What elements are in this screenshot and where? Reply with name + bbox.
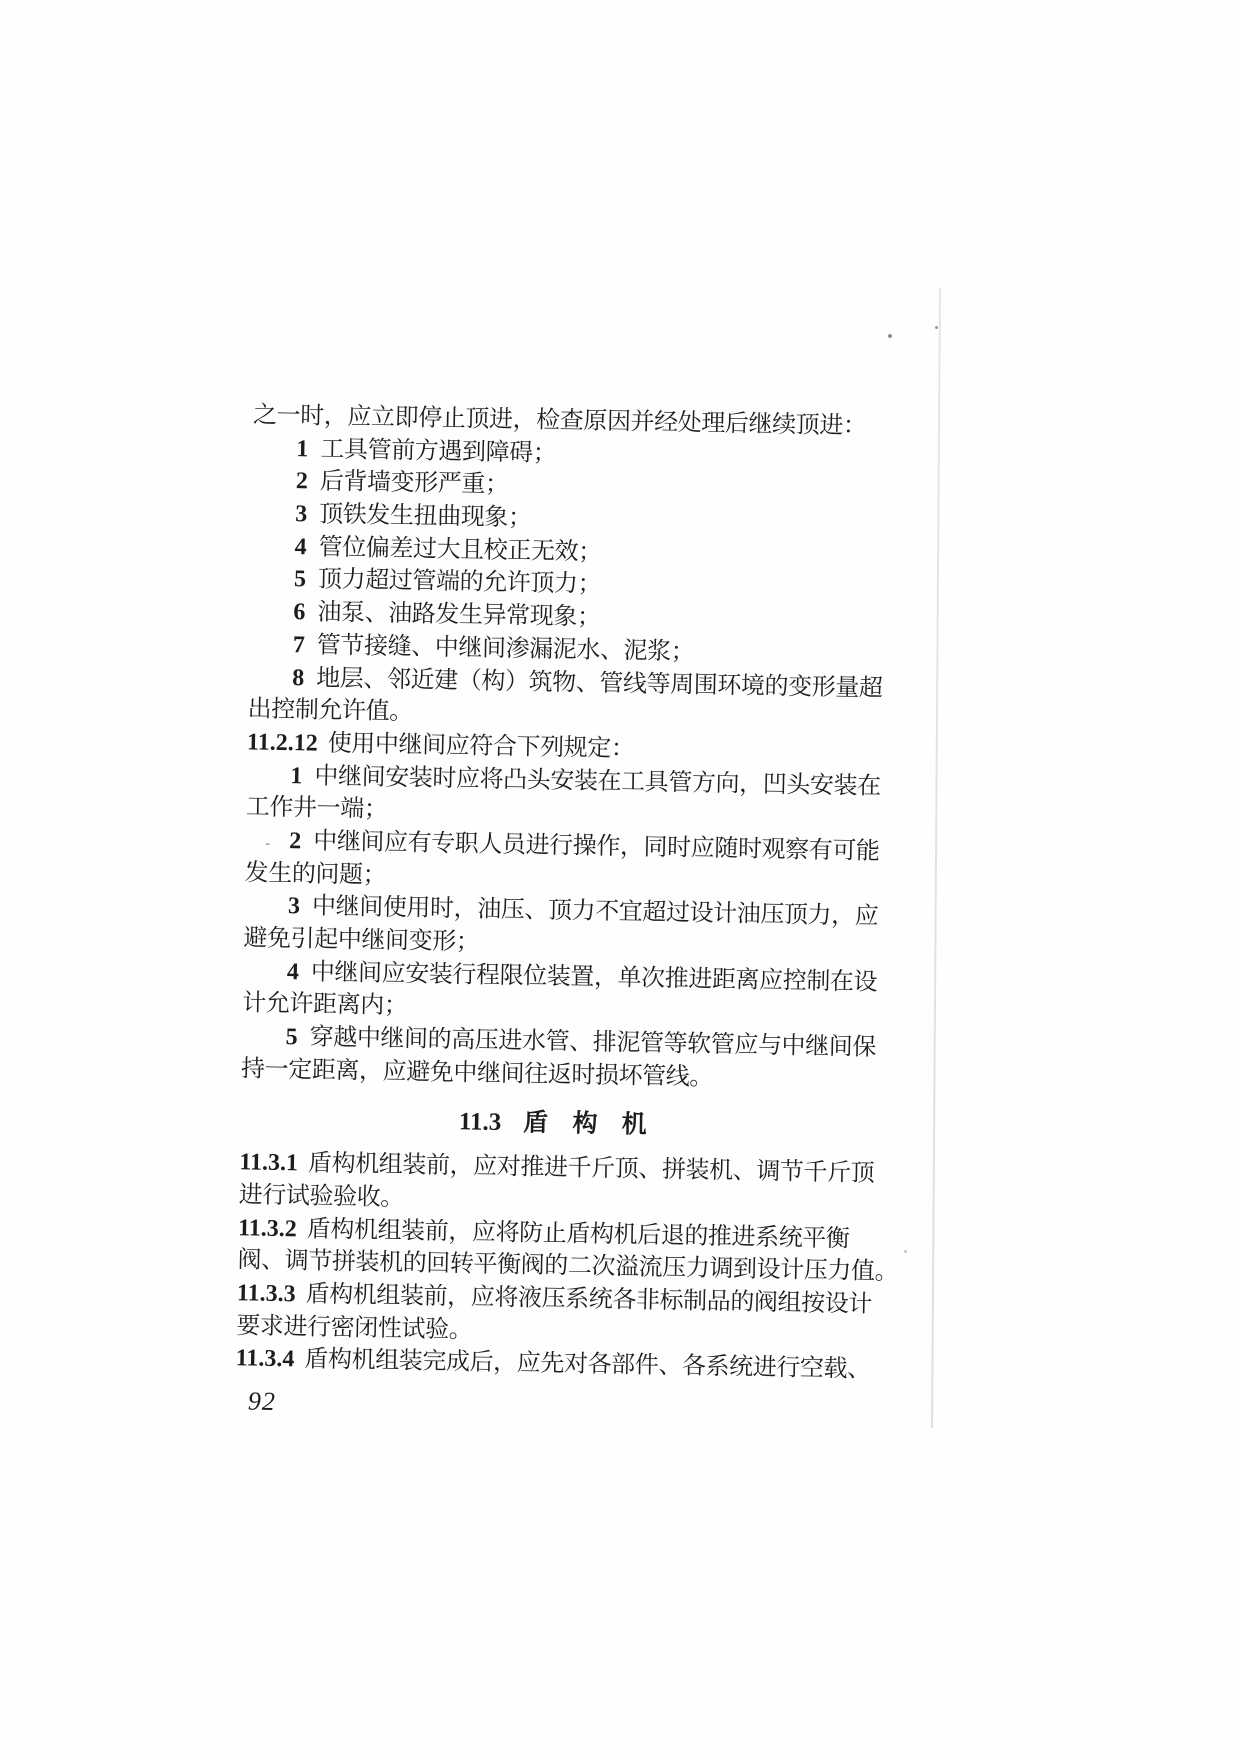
list-item [240, 1020, 877, 1097]
text-run: 顶力超过管端的允许顶力； [317, 567, 602, 599]
item-number: 3 [294, 501, 308, 528]
item-number: 2 [288, 828, 302, 855]
scan-artifact-mark: - [265, 835, 271, 852]
list-item [247, 661, 883, 738]
text-column [235, 399, 899, 1429]
text-run: 中继间应有专职人员进行操作，同时应随时观察有可能 [312, 828, 880, 865]
scan-artifact-speck [935, 326, 938, 329]
item-number: 1 [296, 435, 309, 463]
item-number: 3 [287, 893, 301, 920]
clause-number: 11.3.1 [239, 1149, 299, 1177]
scan-artifact-speck [888, 334, 892, 338]
text-run: 中继间使用时，油压、顶力不宜超过设计油压顶力，应 [311, 893, 879, 931]
text-run: 管位偏差过大且校正无效； [318, 534, 603, 566]
text-run: 阀、调节拼装机的回转平衡阀的二次溢流压力调到设计压力值。 [237, 1247, 899, 1286]
text-run: 后背墙变形严重； [319, 468, 509, 499]
clause-paragraph [237, 1212, 899, 1289]
list-item [243, 890, 879, 967]
clause-number: 11.3.4 [235, 1345, 295, 1373]
clause-number: 11.3.2 [237, 1214, 298, 1242]
text-run: 中继间应安装行程限位装置，单次推进距离应控制在设 [310, 959, 878, 996]
clause-paragraph [238, 1146, 875, 1223]
list-item [242, 955, 878, 1032]
item-number: 6 [293, 599, 306, 626]
list-item [245, 759, 881, 836]
text-run: 之一时，应立即停止顶进，检查原因并经处理后继续顶进： [252, 402, 867, 440]
item-number: 5 [285, 1024, 298, 1051]
text-run: 出控制允许值。 [247, 696, 414, 726]
scan-artifact-speck [904, 1250, 907, 1253]
list-item [244, 824, 880, 901]
text-run: 计允许距离内； [242, 990, 408, 1020]
text-run: 中继间安装时应将凸头安装在工具管方向，凹头安装在 [314, 763, 881, 800]
item-number: 5 [293, 566, 307, 593]
text-run: 管节接缝、中继间渗漏泥水、泥浆； [316, 632, 695, 666]
text-run: 工作井一端； [245, 794, 388, 824]
item-number: 8 [291, 664, 305, 691]
page-number: 92 [247, 1386, 277, 1416]
item-number: 4 [286, 958, 300, 985]
text-run: 要求进行密闭性试验。 [236, 1312, 473, 1344]
clause-paragraph [236, 1277, 873, 1354]
item-number: 7 [292, 631, 306, 659]
text-run: 地层、邻近建（构）筑物、管线等周围环境的变形量超 [315, 665, 883, 702]
item-number: 4 [294, 533, 307, 561]
section-heading [240, 1103, 865, 1147]
section-number: 11.3 [458, 1108, 502, 1137]
text-run: 盾构机组装前，应对推进千斤顶、拼装机、调节千斤顶 [307, 1150, 875, 1188]
clause-number: 11.3.3 [236, 1280, 296, 1308]
text-run: 工具管前方遇到障碍； [320, 436, 557, 467]
text-block [235, 399, 899, 1386]
scan-artifact-line [931, 288, 941, 1428]
text-run: 发生的问题； [244, 859, 387, 889]
text-run: 盾构机组装前，应将防止盾构机后退的推进系统平衡 [306, 1215, 850, 1252]
text-run: 使用中继间应符合下列规定： [327, 730, 635, 763]
text-run: 盾构机组装前，应将液压系统各非标制品的阀组按设计 [305, 1281, 873, 1318]
text-run: 油泵、油路发生异常现象； [317, 599, 601, 631]
text-run: 盾构机组装完成后，应先对各部件、各系统进行空载、 [304, 1346, 871, 1384]
item-number: 2 [295, 468, 309, 495]
item-number: 1 [290, 762, 303, 789]
text-run: 持一定距离，应避免中继间往返时损坏管线。 [240, 1056, 714, 1091]
text-run: 进行试验验收。 [238, 1182, 405, 1212]
clause-number: 11.2.12 [246, 729, 318, 757]
text-run: 穿越中继间的高压进水管、排泥管等软管应与中继间保 [309, 1024, 877, 1061]
text-run: 避免引起中继间变形； [243, 925, 480, 956]
text-run: 顶铁发生扭曲现象； [318, 501, 532, 532]
section-title: 盾 构 机 [523, 1109, 647, 1140]
